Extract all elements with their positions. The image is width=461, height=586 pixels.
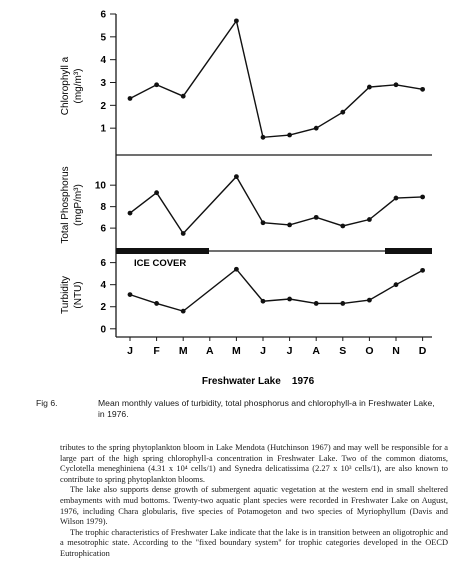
data-point (234, 18, 239, 23)
ylabel-line: (mg/m³) (73, 68, 84, 104)
ice-cover-bar (116, 248, 209, 254)
data-point (420, 268, 425, 273)
ice-cover-label: ICE COVER (134, 258, 187, 269)
data-point (394, 82, 399, 87)
data-point (314, 301, 319, 306)
series-line (130, 21, 423, 137)
y-tick-label: 4 (100, 280, 106, 292)
data-point (367, 217, 372, 222)
y-tick-label: 6 (100, 223, 106, 235)
x-tick-label: A (312, 345, 320, 357)
ylabel-line: (mgP/m³) (73, 184, 84, 226)
data-point (340, 301, 345, 306)
caption-text: Mean monthly values of turbidity, total phosphorus and chlorophyll-a in Freshwater Lake, in 1976. (98, 398, 435, 419)
plot-layer (95, 10, 427, 358)
data-point (128, 211, 133, 216)
caption-label: Fig 6. (36, 398, 58, 408)
x-tick-label: M (232, 345, 241, 357)
data-point (287, 297, 292, 302)
ylabel-phosphorus (60, 166, 84, 243)
data-point (154, 82, 159, 87)
body-text (60, 443, 448, 560)
data-point (181, 309, 186, 314)
y-tick-label: 8 (100, 202, 106, 214)
ylabel-line: Chlorophyll a (60, 56, 71, 116)
x-tick-label: J (286, 345, 293, 357)
data-point (261, 135, 266, 140)
ylabel-turbidity (60, 276, 84, 314)
x-tick-label: J (127, 345, 133, 357)
y-tick-label: 2 (100, 100, 106, 112)
paragraph: The lake also supports dense growth of submergent aquatic vegetation at the western end in small sheltered embayments with mud bottoms. Twenty-two aquatic plant species were recorded in Freshwater Lake on August, 1976, including Chara globularis, five species of Potamogeton and two species of Myriophyllum (Davis and Wilson 1979). (60, 485, 448, 527)
series-line (130, 269, 423, 311)
data-point (154, 190, 159, 195)
data-point (287, 222, 292, 227)
data-point (394, 196, 399, 201)
y-tick-label: 5 (100, 32, 106, 44)
data-point (128, 96, 133, 101)
y-tick-label: 10 (94, 180, 106, 192)
ylabel-line: Turbidity (60, 276, 71, 314)
data-point (340, 224, 345, 229)
ylabel-chlorophyll (60, 56, 84, 115)
data-point (154, 301, 159, 306)
data-point (314, 126, 319, 131)
series-line (130, 177, 423, 234)
y-tick-label: 6 (100, 9, 106, 21)
ylabel-line: (NTU) (73, 281, 84, 309)
data-point (261, 299, 266, 304)
x-tick-label: A (206, 345, 214, 357)
paragraph: The trophic characteristics of Freshwater Lake indicate that the lake is in transition between an oligotrophic and a mesotrophic state. According to the "fixed boundary system" for trophic categories developed in the OECD Eutrophication (60, 527, 448, 558)
data-point (181, 94, 186, 99)
x-tick-label: O (365, 345, 374, 357)
x-tick-label: M (178, 345, 188, 357)
data-point (234, 174, 239, 179)
data-point (420, 195, 425, 200)
x-axis-title: Freshwater Lake 1976 (201, 376, 315, 387)
x-tick-label: J (260, 345, 266, 357)
x-tick-label: D (418, 345, 427, 357)
data-point (128, 292, 133, 297)
ylabel-line: Total Phosphorus (60, 166, 71, 244)
y-tick-label: 6 (100, 258, 106, 270)
data-point (340, 110, 345, 115)
x-tick-label: F (153, 345, 160, 357)
data-point (261, 220, 266, 225)
y-tick-label: 2 (100, 302, 106, 314)
y-tick-label: 1 (100, 123, 106, 135)
x-tick-label: N (392, 345, 400, 357)
data-point (234, 267, 239, 272)
data-point (394, 282, 399, 287)
paragraph: tributes to the spring phytoplankton bloom in Lake Mendota (Hutchinson 1967) and may well be responsible for a large part of the high spring chlorophyll-a concentration in Freshwater Lake. Two of the common diatoms, Cyclotella meneghiniena (4.31 x 10⁴ cells/1) and Synedra delicatissima (2.27 x 10³ cells/1), are also known to contribute to spring phytoplankton blooms. (60, 443, 448, 484)
data-point (420, 87, 425, 92)
y-tick-label: 0 (100, 324, 106, 336)
x-tick-label: S (339, 345, 347, 357)
y-tick-label: 4 (100, 55, 106, 67)
ice-cover-bar (385, 248, 432, 254)
data-point (367, 298, 372, 303)
data-point (367, 85, 372, 90)
data-point (181, 231, 186, 236)
data-point (314, 215, 319, 220)
data-point (287, 133, 292, 138)
y-tick-label: 3 (100, 78, 106, 89)
